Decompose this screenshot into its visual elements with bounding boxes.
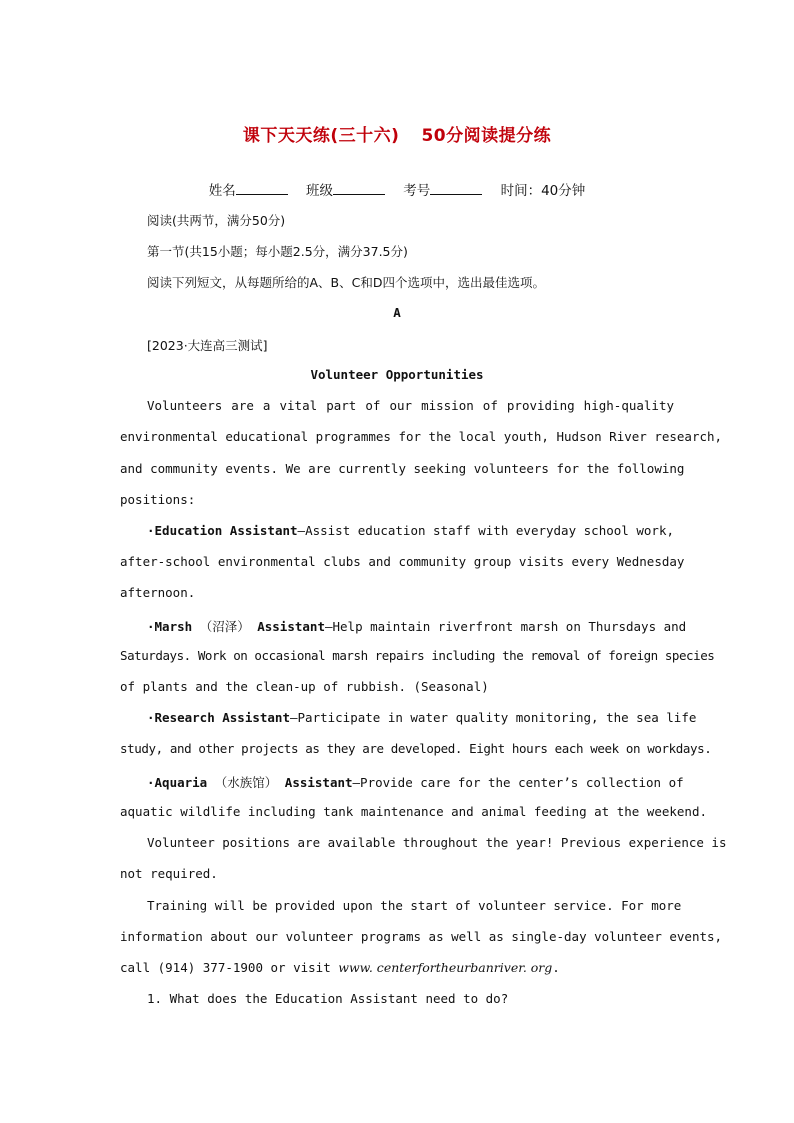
marsh-assistant-item: ·Marsh （沼泽） Assistant—Help maintain riverfront marsh on Thursdays and (147, 619, 687, 634)
training-line-3: call (914) 377-1900 or visit www. centerfortheurbanriver. org. (120, 960, 560, 975)
availability-line-2: not required. (120, 866, 218, 881)
aquaria-assistant-line-2: aquatic wildlife including tank maintenance and animal feeding at the weekend. (120, 804, 707, 819)
training-line-2: information about our volunteer programs as well as single-day volunteer events, (120, 929, 723, 944)
aquaria-assistant-name: ·Aquaria (147, 775, 208, 790)
aquaria-assistant-item: ·Aquaria （水族馆） Assistant—Provide care for the center’s collection of (147, 775, 684, 790)
education-assistant-line-3: afternoon. (120, 585, 196, 600)
time-limit: 时间：40分钟 (500, 183, 586, 199)
intro-line-2: environmental educational programmes for the local youth, Hudson River research, (120, 429, 723, 444)
question-1: 1. What does the Education Assistant need to do? (147, 991, 509, 1006)
passage-letter: A (393, 305, 401, 320)
website-link[interactable]: www. centerfortheurbanriver. org (338, 960, 553, 975)
passage-source: [2023·大连高三测试] (147, 338, 268, 353)
student-info-line (0, 179, 794, 199)
title-part-2: 50分阅读提分练 (421, 126, 552, 146)
name-blank[interactable] (236, 182, 288, 195)
research-assistant-item: ·Research Assistant—Participate in water quality monitoring, the sea life (147, 710, 697, 725)
directions: 阅读下列短文，从每题所给的A、B、C和D四个选项中，选出最佳选项。 (147, 275, 545, 290)
marsh-assistant-line-3: of plants and the clean-up of rubbish. (Seasonal) (120, 679, 489, 694)
page-title (0, 121, 794, 146)
intro-line-3: and community events. We are currently seeking volunteers for the following (120, 461, 685, 476)
training-line-1: Training will be provided upon the start of volunteer service. For more (147, 898, 682, 913)
reading-instruction: 阅读(共两节，满分50分) (147, 213, 286, 228)
marsh-assistant-name: ·Marsh (147, 619, 193, 634)
research-assistant-line-2: study, and other projects as they are developed. Eight hours each week on workdays. (120, 741, 712, 756)
intro-line-1: Volunteers are a vital part of our mission of providing high-quality (147, 398, 674, 413)
class-blank[interactable] (333, 182, 385, 195)
education-assistant-line-2: after-school environmental clubs and community group visits every Wednesday (120, 554, 685, 569)
education-assistant-name: ·Education Assistant (147, 523, 298, 538)
research-assistant-name: ·Research Assistant (147, 710, 290, 725)
intro-line-4: positions: (120, 492, 196, 507)
number-blank[interactable] (430, 182, 482, 195)
marsh-assistant-line-2: Saturdays. Work on occasional marsh repairs including the removal of foreign species (120, 648, 715, 663)
availability-line-1: Volunteer positions are available throughout the year! Previous experience is (147, 835, 727, 850)
education-assistant-item: ·Education Assistant—Assist education staff with everyday school work, (147, 523, 674, 538)
title-part-1: 课下天天练(三十六) (242, 126, 400, 146)
name-label: 姓名 (208, 183, 236, 199)
passage-title: Volunteer Opportunities (310, 367, 484, 382)
class-label: 班级 (306, 183, 333, 199)
number-label: 考号 (403, 183, 431, 199)
section-instruction: 第一节(共15小题；每小题2.5分，满分37.5分) (147, 244, 408, 259)
